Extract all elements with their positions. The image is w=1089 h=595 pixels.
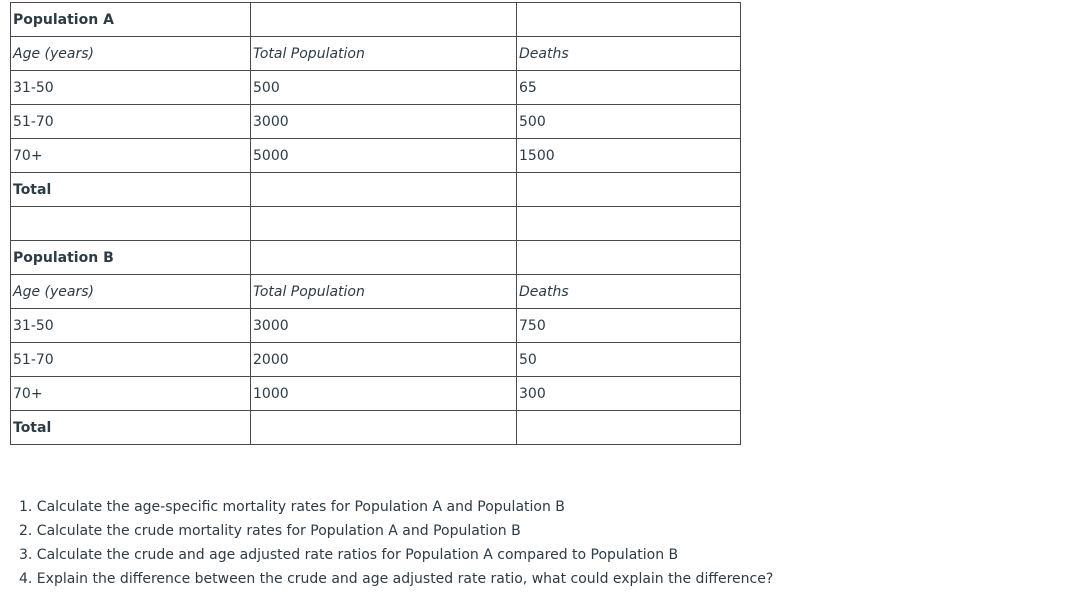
- total-population-cell: 500: [251, 71, 517, 105]
- empty-cell: [11, 207, 251, 241]
- total-label: Total: [11, 411, 251, 445]
- deaths-cell: 750: [517, 309, 741, 343]
- empty-cell: [251, 3, 517, 37]
- age-cell: 31-50: [11, 309, 251, 343]
- empty-cell: [517, 3, 741, 37]
- table-row: [11, 139, 741, 173]
- spacer-row: [11, 207, 741, 241]
- total-population-header: Total Population: [251, 37, 517, 71]
- deaths-header: Deaths: [517, 275, 741, 309]
- table-row: [11, 377, 741, 411]
- total-population-cell: 3000: [251, 105, 517, 139]
- question-list: [19, 495, 773, 591]
- deaths-cell: 50: [517, 343, 741, 377]
- empty-cell: [517, 241, 741, 275]
- population-a-title: Population A: [11, 3, 251, 37]
- mortality-data-table: [10, 2, 741, 445]
- table-row: [11, 105, 741, 139]
- total-population-cell: 2000: [251, 343, 517, 377]
- table-row: [11, 71, 741, 105]
- total-population-cell: 1000: [251, 377, 517, 411]
- table-row: [11, 343, 741, 377]
- age-header: Age (years): [11, 37, 251, 71]
- table-row: [11, 309, 741, 343]
- age-cell: 31-50: [11, 71, 251, 105]
- age-cell: 51-70: [11, 343, 251, 377]
- age-cell: 70+: [11, 377, 251, 411]
- empty-cell: [251, 241, 517, 275]
- population-a-header-row: [11, 37, 741, 71]
- question-item: 2. Calculate the crude mortality rates for Population A and Population B: [19, 523, 521, 539]
- question-item: 3. Calculate the crude and age adjusted rate ratios for Population A compared to Population B: [19, 547, 679, 563]
- empty-cell: [251, 207, 517, 241]
- empty-cell: [517, 173, 741, 207]
- deaths-cell: 65: [517, 71, 741, 105]
- deaths-cell: 300: [517, 377, 741, 411]
- population-b-total-row: [11, 411, 741, 445]
- age-header: Age (years): [11, 275, 251, 309]
- age-cell: 70+: [11, 139, 251, 173]
- empty-cell: [251, 411, 517, 445]
- total-population-cell: 3000: [251, 309, 517, 343]
- population-b-title-row: [11, 241, 741, 275]
- population-a-title-row: [11, 3, 741, 37]
- deaths-cell: 1500: [517, 139, 741, 173]
- population-b-header-row: [11, 275, 741, 309]
- total-population-header: Total Population: [251, 275, 517, 309]
- empty-cell: [517, 411, 741, 445]
- population-b-title: Population B: [11, 241, 251, 275]
- question-item: 4. Explain the difference between the crude and age adjusted rate ratio, what could explain the difference?: [19, 571, 774, 587]
- empty-cell: [251, 173, 517, 207]
- deaths-cell: 500: [517, 105, 741, 139]
- population-a-total-row: [11, 173, 741, 207]
- empty-cell: [517, 207, 741, 241]
- question-item: 1. Calculate the age-specific mortality rates for Population A and Population B: [19, 499, 565, 515]
- total-population-cell: 5000: [251, 139, 517, 173]
- age-cell: 51-70: [11, 105, 251, 139]
- deaths-header: Deaths: [517, 37, 741, 71]
- total-label: Total: [11, 173, 251, 207]
